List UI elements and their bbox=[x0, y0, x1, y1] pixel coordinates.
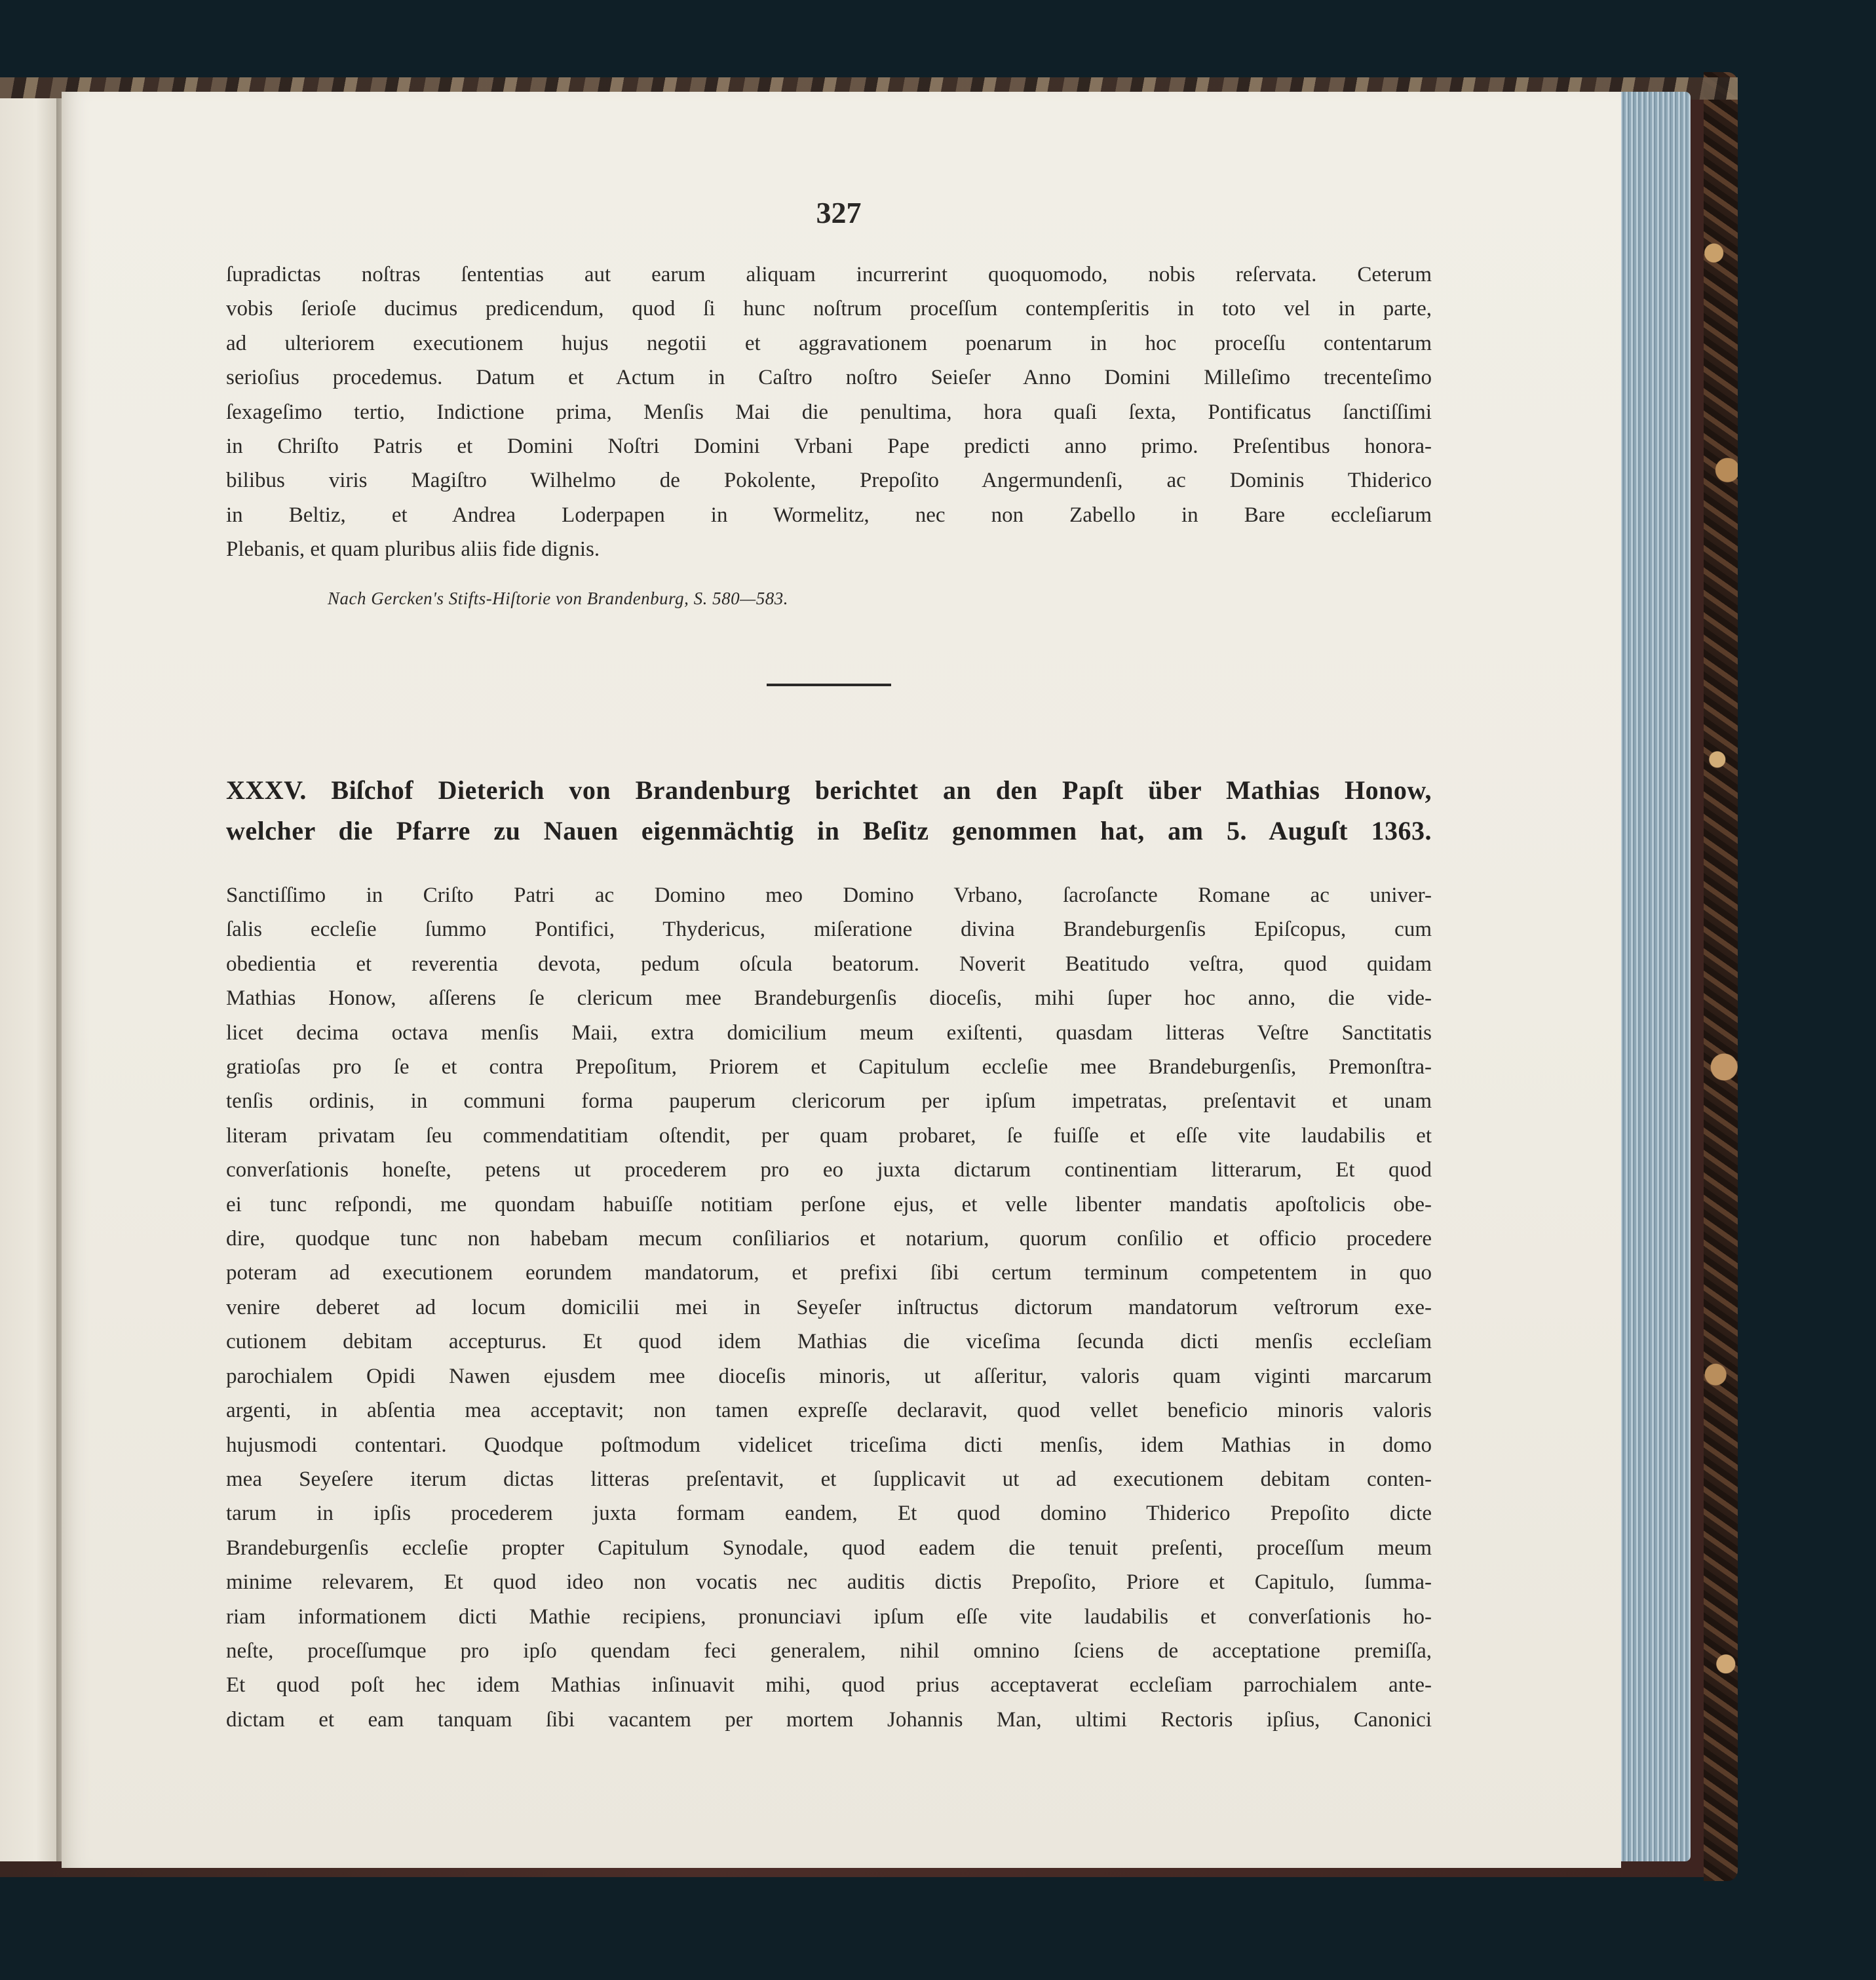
text-line: ei tunc reſpondi, me quondam habuiſſe notitiam perſone ejus, et velle libenter mandatis apoſtolicis obe- bbox=[226, 1192, 1432, 1216]
text-line: ſalis eccleſie ſummo Pontifici, Thydericus, miſeratione divina Brandeburgenſis Epiſcopus, cum bbox=[226, 918, 1432, 942]
text-line: tarum in ipſis procederem juxta formam eandem, Et quod domino Thiderico Prepoſito dicte bbox=[226, 1502, 1432, 1526]
document-heading-line-1: XXXV. Biſchof Dieterich von Brandenburg berichtet an den Papſt über Mathias Honow, bbox=[226, 775, 1432, 805]
text-line: Et quod poſt hec idem Mathias inſinuavit mihi, quod prius acceptaverat eccleſiam parrochialem ante- bbox=[226, 1673, 1432, 1698]
text-line: Mathias Honow, aſſerens ſe clericum mee Brandeburgenſis dioceſis, mihi ſuper hoc anno, die vide- bbox=[226, 986, 1432, 1011]
text-line: serioſius procedemus. Datum et Actum in Caſtro noſtro Seieſer Anno Domini Milleſimo trecenteſimo bbox=[226, 366, 1432, 390]
marbled-edge bbox=[1704, 72, 1738, 1881]
text-line: poteram ad executionem eorundem mandatorum, et prefixi ſibi certum terminum competentem in quo bbox=[226, 1261, 1432, 1285]
text-line: ſupradictas noſtras ſententias aut earum aliquam incurrerint quoquomodo, nobis reſervata. Ceterum bbox=[226, 263, 1432, 286]
text-line: minime relevarem, Et quod ideo non vocatis nec auditis dictis Prepoſito, Priore et Capitulo, ſumma- bbox=[226, 1570, 1432, 1595]
paragraph-letter bbox=[226, 878, 1432, 1737]
text-line: ſexageſimo tertio, Indictione prima, Menſis Mai die penultima, hora quaſi ſexta, Pontificatus ſanctiſſimi bbox=[226, 400, 1432, 424]
text-line: Brandeburgenſis eccleſie propter Capitulum Synodale, quod eadem die tenuit preſenti, proceſſum meum bbox=[226, 1536, 1432, 1560]
text-line: gratioſas pro ſe et contra Prepoſitum, Priorem et Capitulum eccleſie mee Brandeburgenſis, Premonſtra- bbox=[226, 1055, 1432, 1079]
text-line: obedientia et reverentia devota, pedum oſcula beatorum. Noverit Beatitudo veſtra, quod quidam bbox=[226, 952, 1432, 976]
text-line: tenſis ordinis, in communi forma pauperum clericorum per ipſum impetratas, preſentavit et unam bbox=[226, 1089, 1432, 1114]
page-block-edge bbox=[1618, 92, 1691, 1861]
section-divider bbox=[767, 684, 891, 686]
text-line: converſationis honeſte, petens ut procederem pro eo juxta dictarum continentiam litterarum, Et quod bbox=[226, 1158, 1432, 1182]
text-line: in Beltiz, et Andrea Loderpapen in Wormelitz, nec non Zabello in Bare eccleſiarum bbox=[226, 503, 1432, 527]
source-note: Nach Gercken's Stifts-Hiſtorie von Brandenburg, S. 580—583. bbox=[328, 589, 788, 608]
text-line: riam informationem dicti Mathie recipiens, pronunciavi ipſum eſſe vite laudabilis et converſationis ho- bbox=[226, 1604, 1432, 1629]
text-line: parochialem Opidi Nawen ejusdem mee dioceſis minoris, ut aſſeritur, valoris quam viginti marcarum bbox=[226, 1364, 1432, 1388]
text-line: mea Seyeſere iterum dictas litteras preſentavit, et ſupplicavit ut ad executionem debitam conten- bbox=[226, 1467, 1432, 1491]
text-line: venire deberet ad locum domicilii mei in Seyeſer inſtructus dictorum mandatorum veſtrorum exe- bbox=[226, 1295, 1432, 1319]
paragraph-continuation bbox=[226, 258, 1432, 567]
text-line: Sanctiſſimo in Criſto Patri ac Domino meo Domino Vrbano, ſacroſancte Romane ac univer- bbox=[226, 883, 1432, 907]
text-line: Plebanis, et quam pluribus aliis fide dignis. bbox=[226, 537, 600, 562]
page-number: 327 bbox=[816, 196, 862, 229]
text-line: argenti, in abſentia mea acceptavit; non tamen expreſſe declaravit, quod vellet beneficio minoris valoris bbox=[226, 1399, 1432, 1423]
text-line: vobis ſerioſe ducimus predicendum, quod ſi hunc noſtrum proceſſum contempſeritis in toto vel in parte, bbox=[226, 297, 1432, 321]
text-line: dictam et eam tanquam ſibi vacantem per mortem Johannis Man, ultimi Rectoris ipſius, Canonici bbox=[226, 1707, 1432, 1732]
document-heading-line-2: welcher die Pfarre zu Nauen eigenmächtig in Beſitz genommen hat, am 5. Auguſt 1363. bbox=[226, 816, 1432, 845]
text-line: dire, quodque tunc non habebam mecum conſiliarios et notarium, quorum conſilio et officio procedere bbox=[226, 1227, 1432, 1251]
text-line: bilibus viris Magiſtro Wilhelmo de Pokolente, Prepoſito Angermundenſi, ac Dominis Thiderico bbox=[226, 469, 1432, 493]
text-line: cutionem debitam accepturus. Et quod idem Mathias die viceſima ſecunda dicti menſis eccleſiam bbox=[226, 1330, 1432, 1354]
text-line: neſte, proceſſumque pro ipſo quendam feci generalem, nihil omnino ſciens de acceptatione premiſſa, bbox=[226, 1639, 1432, 1663]
text-line: hujusmodi contentari. Quodque poſtmodum videlicet triceſima dicti menſis, idem Mathias in domo bbox=[226, 1433, 1432, 1457]
text-line: literam privatam ſeu commendatitiam oſtendit, per quam probaret, ſe fuiſſe et eſſe vite laudabilis et bbox=[226, 1123, 1432, 1148]
left-page-edge bbox=[0, 98, 60, 1861]
text-line: in Chriſto Patris et Domini Noſtri Domini Vrbani Pape predicti anno primo. Preſentibus honora- bbox=[226, 435, 1432, 459]
text-line: ad ulteriorem executionem hujus negotii et aggravationem poenarum in hoc proceſſu contentarum bbox=[226, 331, 1432, 355]
text-line: licet decima octava menſis Maii, extra domicilium meum exiſtenti, quasdam litteras Veſtre Sanctitatis bbox=[226, 1020, 1432, 1045]
